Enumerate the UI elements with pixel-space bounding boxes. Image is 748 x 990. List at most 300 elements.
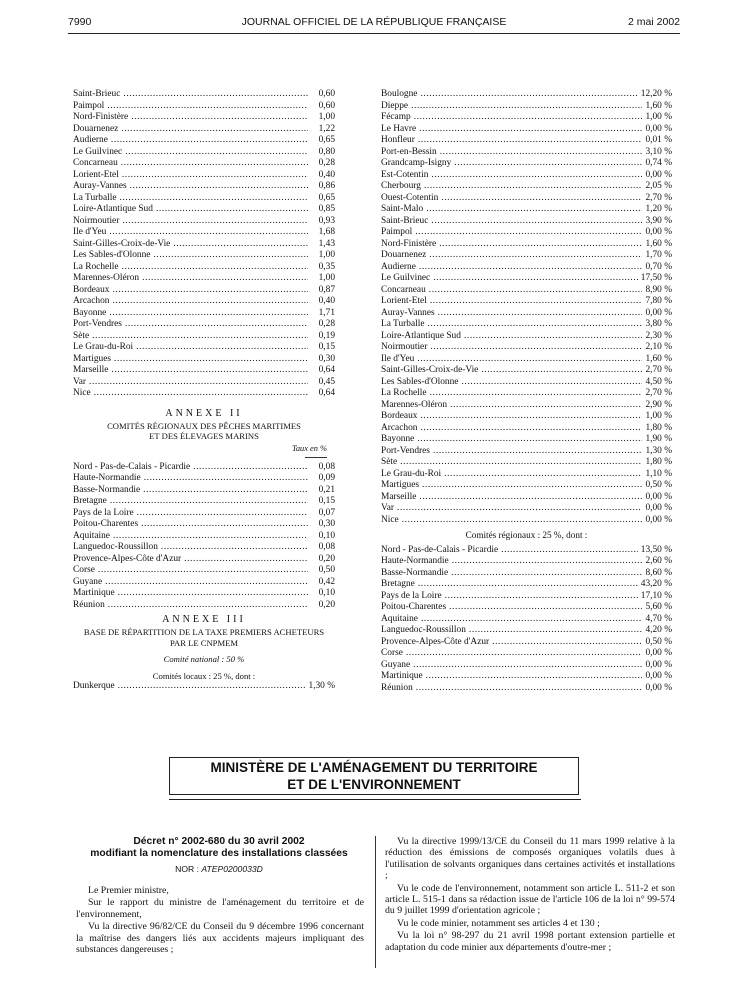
entry-value: 0,07 bbox=[318, 507, 335, 518]
entry-name: Réunion bbox=[73, 599, 105, 610]
entry-value: 1,43 bbox=[318, 238, 335, 249]
table-row bbox=[73, 377, 335, 389]
dot-leader bbox=[444, 469, 642, 481]
dot-leader bbox=[105, 577, 308, 589]
entry-value: 0,20 bbox=[318, 599, 335, 610]
nor-reference: NOR : ATEP0200033D bbox=[175, 864, 263, 874]
table-row bbox=[381, 515, 672, 527]
table-row bbox=[73, 331, 335, 343]
dot-leader bbox=[411, 101, 642, 113]
table-row bbox=[381, 614, 672, 626]
table-row bbox=[381, 135, 672, 147]
table-row bbox=[381, 250, 672, 262]
paragraph: Vu la loi n° 98-297 du 21 avril 1998 portant extension partielle et adaptation du code minier aux départements d'outre-mer ; bbox=[385, 930, 675, 953]
table-row bbox=[381, 365, 672, 377]
table-row bbox=[381, 239, 672, 251]
annex-2-title: ANNEXE II bbox=[165, 407, 243, 419]
table-row bbox=[381, 568, 672, 580]
entry-name: Cherbourg bbox=[381, 181, 421, 191]
entry-name: Arcachon bbox=[73, 296, 110, 306]
dot-leader bbox=[420, 411, 642, 423]
table-row bbox=[73, 204, 335, 216]
dot-leader bbox=[428, 319, 643, 331]
entry-name: Marseille bbox=[73, 365, 109, 375]
table-row bbox=[381, 193, 672, 205]
entry-name: Est-Cotentin bbox=[381, 169, 429, 180]
entry-name: La Turballe bbox=[381, 319, 425, 329]
entry-value: 1,20 % bbox=[645, 204, 672, 214]
dot-leader bbox=[141, 519, 308, 531]
regional-committees-share: Comités régionaux : 25 %, dont : bbox=[465, 530, 588, 540]
entry-name: Nord-Finistère bbox=[73, 112, 129, 122]
dot-leader bbox=[439, 239, 642, 251]
entry-name: Var bbox=[381, 503, 395, 513]
entry-value: 1,22 bbox=[318, 123, 335, 134]
issue-date: 2 mai 2002 bbox=[628, 16, 680, 28]
entry-name: Noirmoutier bbox=[381, 342, 428, 352]
entry-name: Pays de la Loire bbox=[73, 507, 134, 518]
page-number: 7990 bbox=[68, 16, 92, 28]
table-row bbox=[73, 531, 335, 543]
entry-name: Lorient-Etel bbox=[381, 296, 427, 306]
entry-name: Bordeaux bbox=[73, 284, 110, 295]
entry-name: Poitou-Charentes bbox=[73, 519, 139, 529]
dot-leader bbox=[438, 308, 643, 320]
dot-leader bbox=[142, 273, 308, 285]
entry-value: 4,50 % bbox=[645, 376, 672, 387]
table-row bbox=[73, 681, 335, 693]
header-rule bbox=[68, 33, 680, 34]
table-row bbox=[73, 250, 335, 262]
table-row bbox=[381, 170, 672, 182]
dot-leader bbox=[433, 273, 638, 285]
entry-name: Haute-Normandie bbox=[381, 556, 449, 566]
entry-name: Les Sables-d'Olonne bbox=[73, 250, 151, 260]
dot-leader bbox=[430, 296, 643, 308]
entry-value: 2,05 % bbox=[645, 181, 672, 191]
entry-value: 1,68 bbox=[318, 227, 335, 237]
dot-leader bbox=[121, 124, 308, 136]
table-row bbox=[381, 147, 672, 159]
entry-value: 0,65 bbox=[318, 192, 335, 203]
table-row bbox=[381, 112, 672, 124]
entry-name: Dieppe bbox=[381, 100, 409, 111]
table-row bbox=[73, 600, 335, 612]
entry-value: 1,10 % bbox=[645, 468, 672, 479]
entry-name: Saint-Malo bbox=[381, 204, 424, 214]
entry-value: 0,50 % bbox=[645, 480, 672, 490]
table-row bbox=[381, 101, 672, 113]
entry-value: 0,70 % bbox=[645, 261, 672, 272]
entry-name: Loire-Atlantique Sud bbox=[73, 204, 153, 214]
entry-value: 0,87 bbox=[318, 284, 335, 295]
dot-leader bbox=[449, 602, 642, 614]
table-row bbox=[73, 285, 335, 297]
entry-name: Port-Vendres bbox=[73, 319, 122, 329]
entry-value: 2,70 % bbox=[645, 192, 672, 203]
table-row bbox=[73, 239, 335, 251]
entry-name: Martigues bbox=[381, 480, 420, 490]
table-row bbox=[381, 602, 672, 614]
entry-value: 3,90 % bbox=[645, 215, 672, 226]
entry-value: 0,30 bbox=[318, 519, 335, 529]
entry-value: 0,10 bbox=[318, 530, 335, 541]
entry-value: 17,10 % bbox=[640, 590, 672, 601]
table-row bbox=[73, 227, 335, 239]
dot-leader bbox=[501, 545, 638, 557]
table-row bbox=[73, 354, 335, 366]
dot-leader bbox=[441, 193, 642, 205]
entry-value: 0,28 bbox=[318, 319, 335, 329]
decree-right-text bbox=[385, 836, 675, 954]
paragraph: Vu le code minier, notamment ses articles 4 et 130 ; bbox=[397, 917, 600, 929]
entry-name: Le Havre bbox=[381, 123, 417, 134]
dot-leader bbox=[110, 496, 308, 508]
table-row bbox=[381, 411, 672, 423]
table-row bbox=[73, 262, 335, 274]
table-row bbox=[73, 554, 335, 566]
entry-name: Nord - Pas-de-Calais - Picardie bbox=[73, 461, 191, 472]
table-row bbox=[381, 648, 672, 660]
entry-name: Bretagne bbox=[381, 579, 415, 589]
annex-3-title: ANNEXE III bbox=[162, 614, 246, 625]
entry-name: Les Sables-d'Olonne bbox=[381, 376, 459, 387]
entry-value: 0,21 bbox=[318, 484, 335, 495]
entry-value: 1,80 % bbox=[645, 422, 672, 433]
entry-value: 8,60 % bbox=[645, 567, 672, 578]
table-row bbox=[73, 181, 335, 193]
left-column bbox=[73, 89, 335, 693]
entry-name: Arcachon bbox=[381, 422, 418, 433]
entry-value: 0,00 % bbox=[645, 307, 672, 318]
entry-name: Paimpol bbox=[73, 100, 105, 111]
entry-value: 1,71 bbox=[318, 307, 335, 318]
table-row bbox=[73, 496, 335, 508]
entry-name: Saint-Brieuc bbox=[73, 89, 121, 99]
entry-value: 0,40 bbox=[318, 169, 335, 180]
entry-value: 17,50 % bbox=[640, 273, 672, 283]
table-row bbox=[73, 135, 335, 147]
table-row bbox=[381, 354, 672, 366]
dot-leader bbox=[136, 342, 308, 354]
table-row bbox=[381, 556, 672, 568]
entry-name: Fécamp bbox=[381, 112, 411, 122]
entry-name: Martinique bbox=[381, 671, 423, 681]
paragraph: Vu la directive 1999/13/CE du Conseil du 11 mars 1999 relative à la réduction des émissions de composés organiques volatils dues à l'utilisation de solvants organiques dans certaines activités et installations ; bbox=[385, 836, 675, 882]
table-row bbox=[381, 480, 672, 492]
dot-leader bbox=[118, 681, 306, 693]
entry-name: Marseille bbox=[381, 491, 417, 502]
table-row bbox=[381, 308, 672, 320]
entry-value: 0,10 bbox=[318, 588, 335, 598]
entry-name: Loire-Atlantique Sud bbox=[381, 330, 461, 341]
entry-name: Provence-Alpes-Côte d'Azur bbox=[73, 553, 182, 564]
local-committees-rates-list bbox=[73, 89, 335, 400]
entry-value: 7,80 % bbox=[645, 296, 672, 306]
dot-leader bbox=[451, 568, 642, 580]
entry-value: 43,20 % bbox=[640, 579, 672, 589]
entry-value: 1,30 % bbox=[645, 445, 672, 456]
entry-name: Guyane bbox=[73, 576, 103, 587]
entry-name: La Rochelle bbox=[381, 388, 427, 398]
entry-value: 2,10 % bbox=[645, 342, 672, 352]
dot-leader bbox=[433, 446, 642, 458]
entry-name: Lorient-Etel bbox=[73, 169, 119, 180]
entry-value: 1,00 bbox=[318, 273, 335, 283]
table-row bbox=[73, 588, 335, 600]
dot-leader bbox=[156, 204, 308, 216]
entry-value: 0,85 bbox=[318, 204, 335, 214]
dot-leader bbox=[114, 354, 308, 366]
table-row bbox=[73, 473, 335, 485]
paragraph: Sur le rapport du ministre de l'aménagement du territoire et de l'environnement, bbox=[76, 897, 364, 920]
table-row bbox=[73, 89, 335, 101]
table-row bbox=[381, 377, 672, 389]
table-row bbox=[381, 434, 672, 446]
dot-leader bbox=[431, 216, 642, 228]
entry-value: 0,00 % bbox=[645, 491, 672, 502]
entry-name: Saint-Gilles-Croix-de-Vie bbox=[381, 365, 479, 375]
entry-value: 0,30 bbox=[318, 353, 335, 364]
entry-value: 0,08 bbox=[318, 542, 335, 552]
dot-leader bbox=[450, 400, 642, 412]
table-row bbox=[381, 204, 672, 216]
entry-value: 0,28 bbox=[318, 158, 335, 168]
entry-value: 8,90 % bbox=[645, 284, 672, 295]
table-row bbox=[73, 273, 335, 285]
entry-name: La Rochelle bbox=[73, 261, 119, 272]
dot-leader bbox=[417, 434, 642, 446]
table-row bbox=[381, 446, 672, 458]
table-row bbox=[73, 508, 335, 520]
entry-value: 0,00 % bbox=[645, 169, 672, 180]
entry-value: 0,00 % bbox=[645, 682, 672, 693]
table-row bbox=[73, 365, 335, 377]
entry-value: 4,70 % bbox=[645, 613, 672, 624]
table-row bbox=[381, 625, 672, 637]
ministry-box-shadow-rule bbox=[169, 799, 581, 800]
entry-name: Port-Vendres bbox=[381, 445, 430, 456]
table-row bbox=[381, 216, 672, 228]
entry-value: 0,00 % bbox=[645, 514, 672, 525]
dot-leader bbox=[193, 462, 308, 474]
table-row bbox=[73, 193, 335, 205]
entry-name: Sète bbox=[381, 457, 398, 467]
dot-leader bbox=[420, 423, 642, 435]
dot-leader bbox=[122, 216, 308, 228]
entry-value: 2,90 % bbox=[645, 399, 672, 410]
entry-name: Sète bbox=[73, 330, 90, 341]
entry-name: Le Grau-du-Roi bbox=[73, 342, 134, 352]
entry-name: Boulogne bbox=[381, 89, 418, 99]
table-row bbox=[381, 545, 672, 557]
entry-value: 0,80 bbox=[318, 146, 335, 157]
dot-leader bbox=[430, 388, 643, 400]
entry-value: 0,60 bbox=[318, 89, 335, 99]
dot-leader bbox=[445, 591, 638, 603]
dot-leader bbox=[122, 170, 308, 182]
local-committees-percent-list bbox=[381, 89, 672, 526]
entry-value: 1,30 % bbox=[308, 681, 335, 691]
table-row bbox=[381, 181, 672, 193]
dot-leader bbox=[122, 262, 308, 274]
entry-value: 2,60 % bbox=[645, 556, 672, 566]
entry-name: Pays de la Loire bbox=[381, 590, 442, 601]
dot-leader bbox=[419, 492, 642, 504]
table-row bbox=[381, 400, 672, 412]
table-row bbox=[381, 637, 672, 649]
entry-value: 0,40 bbox=[318, 296, 335, 306]
table-row bbox=[73, 565, 335, 577]
table-row bbox=[381, 227, 672, 239]
table-row bbox=[73, 158, 335, 170]
table-row bbox=[381, 469, 672, 481]
rate-unit-label: Taux en % bbox=[291, 443, 327, 453]
dot-leader bbox=[144, 473, 308, 485]
entry-value: 0,00 % bbox=[645, 503, 672, 513]
table-row bbox=[381, 579, 672, 591]
dot-leader bbox=[111, 365, 308, 377]
entry-name: Le Grau-du-Roi bbox=[381, 468, 442, 479]
entry-name: Réunion bbox=[381, 682, 413, 693]
dot-leader bbox=[440, 147, 643, 159]
entry-name: Languedoc-Roussillon bbox=[381, 625, 466, 635]
table-row bbox=[381, 457, 672, 469]
dot-leader bbox=[419, 262, 643, 274]
entry-value: 0,00 % bbox=[645, 659, 672, 670]
entry-name: Haute-Normandie bbox=[73, 473, 141, 483]
dot-leader bbox=[125, 319, 308, 331]
entry-value: 0,60 bbox=[318, 100, 335, 111]
entry-value: 2,30 % bbox=[645, 330, 672, 341]
table-row bbox=[381, 423, 672, 435]
entry-name: Corse bbox=[381, 648, 403, 658]
dot-leader bbox=[98, 565, 308, 577]
table-row bbox=[381, 89, 672, 101]
dot-leader bbox=[113, 531, 308, 543]
entry-value: 1,00 % bbox=[645, 112, 672, 122]
dot-leader bbox=[123, 89, 308, 101]
table-row bbox=[73, 342, 335, 354]
entry-name: Marennes-Oléron bbox=[73, 273, 140, 283]
entry-name: Douarnenez bbox=[381, 250, 427, 260]
dot-leader bbox=[426, 671, 643, 683]
dot-leader bbox=[464, 331, 643, 343]
table-row bbox=[73, 462, 335, 474]
dot-leader bbox=[184, 554, 308, 566]
table-row bbox=[73, 577, 335, 589]
local-committees-share: Comités locaux : 25 %, dont : bbox=[152, 670, 256, 681]
entry-value: 1,00 % bbox=[645, 411, 672, 421]
entry-value: 1,80 % bbox=[645, 457, 672, 467]
table-row bbox=[381, 683, 672, 695]
table-row bbox=[381, 492, 672, 504]
dot-leader bbox=[414, 112, 643, 124]
entry-value: 1,00 bbox=[318, 250, 335, 260]
table-row bbox=[381, 671, 672, 683]
entry-name: Nord-Finistère bbox=[381, 238, 437, 249]
entry-value: 2,70 % bbox=[645, 388, 672, 398]
dot-leader bbox=[422, 480, 642, 492]
entry-name: Var bbox=[73, 376, 87, 387]
dot-leader bbox=[418, 135, 643, 147]
dot-leader bbox=[112, 296, 308, 308]
entry-name: Douarnenez bbox=[73, 123, 119, 134]
entry-value: 0,09 bbox=[318, 473, 335, 483]
dot-leader bbox=[173, 239, 308, 251]
entry-value: 0,15 bbox=[318, 342, 335, 352]
entry-value: 0,15 bbox=[318, 496, 335, 506]
entry-value: 4,20 % bbox=[645, 625, 672, 635]
dot-leader bbox=[421, 614, 642, 626]
dot-leader bbox=[424, 181, 643, 193]
table-row bbox=[381, 503, 672, 515]
entry-value: 0,93 bbox=[318, 215, 335, 226]
table-row bbox=[381, 296, 672, 308]
dot-leader bbox=[454, 158, 642, 170]
entry-name: Guyane bbox=[381, 659, 411, 670]
entry-name: Bayonne bbox=[73, 307, 107, 318]
table-row bbox=[73, 308, 335, 320]
dot-leader bbox=[118, 588, 308, 600]
entry-value: 3,10 % bbox=[645, 146, 672, 157]
entry-name: La Turballe bbox=[73, 192, 117, 203]
table-row bbox=[73, 296, 335, 308]
entry-name: Bayonne bbox=[381, 434, 415, 444]
entry-name: Port-en-Bessin bbox=[381, 146, 437, 157]
entry-value: 1,90 % bbox=[645, 434, 672, 444]
annex-2-subtitle: COMITÉS RÉGIONAUX DES PÊCHES MARITIMES ET DES ÉLEVAGES MARINS bbox=[107, 420, 301, 441]
table-row bbox=[73, 170, 335, 182]
dot-leader bbox=[137, 508, 308, 520]
entry-value: 0,50 % bbox=[645, 636, 672, 647]
table-row bbox=[73, 101, 335, 113]
entry-value: 0,50 bbox=[318, 565, 335, 575]
entry-name: Nice bbox=[73, 388, 91, 398]
entry-name: Martinique bbox=[73, 588, 115, 598]
dot-leader bbox=[492, 637, 642, 649]
entry-value: 0,00 % bbox=[645, 227, 672, 237]
entry-value: 0,00 % bbox=[645, 671, 672, 681]
entry-value: 0,08 bbox=[318, 461, 335, 472]
dot-leader bbox=[131, 112, 308, 124]
entry-value: 0,01 % bbox=[645, 135, 672, 145]
dot-leader bbox=[406, 648, 643, 660]
ministry-heading-box: MINISTÈRE DE L'AMÉNAGEMENT DU TERRITOIRE ET DE L'ENVIRONNEMENT bbox=[169, 757, 579, 795]
dot-leader bbox=[400, 457, 642, 469]
dot-leader bbox=[125, 147, 308, 159]
column-divider bbox=[375, 836, 376, 968]
table-row bbox=[381, 124, 672, 136]
entry-value: 3,80 % bbox=[645, 319, 672, 329]
dot-leader bbox=[402, 515, 643, 527]
dot-leader bbox=[107, 101, 308, 113]
entry-name: Aquitaine bbox=[381, 613, 418, 624]
dot-leader bbox=[417, 354, 642, 366]
entry-name: Auray-Vannes bbox=[381, 307, 435, 318]
dot-leader bbox=[469, 625, 643, 637]
entry-name: Marennes-Oléron bbox=[381, 399, 448, 410]
dot-leader bbox=[420, 89, 637, 101]
table-row bbox=[73, 216, 335, 228]
table-row bbox=[73, 519, 335, 531]
paragraph: Vu le code de l'environnement, notamment son article L. 511-2 et son article L. 515-1 dans sa rédaction issue de l'article 106 de la loi n° 99-574 du 9 juillet 1999 d'orientation agricole ; bbox=[385, 882, 675, 917]
entry-value: 0,86 bbox=[318, 181, 335, 191]
table-row bbox=[73, 112, 335, 124]
entry-value: 13,50 % bbox=[640, 544, 672, 555]
dot-leader bbox=[94, 388, 308, 400]
table-row bbox=[73, 147, 335, 159]
